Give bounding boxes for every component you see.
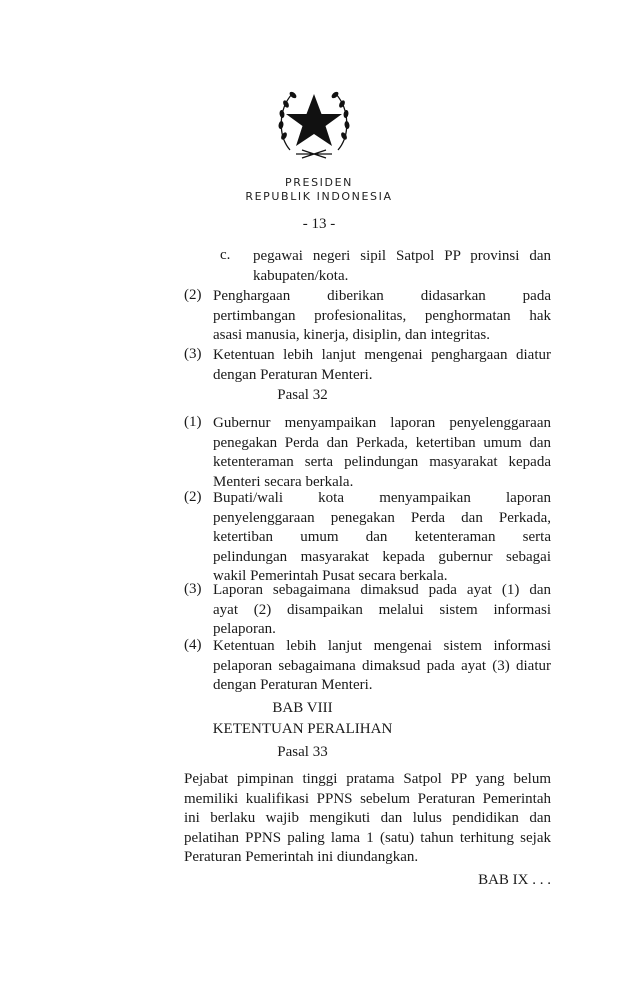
item-number: (2) (184, 489, 202, 505)
item-number: (4) (184, 637, 202, 653)
next-page-indicator: BAB IX . . . (478, 872, 551, 888)
text-line: pelatihan PPNS paling lama 1 (satu) tahun terhitung sejak (184, 829, 551, 846)
text-line: Peraturan Pemerintah ini diundangkan. (184, 849, 419, 865)
text-line: ketenteraman serta pelindungan masyarakat kepada (213, 454, 551, 470)
text-line: ini berlaku wajib mengikuti dan lulus pendidikan dan (184, 810, 551, 826)
text-line: pelaporan. (213, 621, 276, 637)
header-republik-indonesia: REPUBLIK INDONESIA (245, 190, 393, 203)
text-line: Gubernur menyampaikan laporan penyelenggaraan (213, 415, 551, 431)
text-line: pegawai negeri sipil Satpol PP provinsi dan (253, 248, 551, 264)
article-heading: Pasal 32 (277, 387, 328, 403)
item-number: (3) (184, 346, 202, 362)
text-line: pelaporan sebagaimana dimaksud pada ayat (3) diatur (213, 657, 551, 674)
header-presiden: PRESIDEN (285, 176, 353, 189)
garuda-emblem-icon (272, 80, 356, 164)
text-line: Menteri secara berkala. (213, 473, 354, 490)
text-line: wakil Pemerintah Pusat secara berkala. (213, 568, 448, 584)
text-line: asasi manusia, kinerja, disiplin, dan integritas. (213, 327, 491, 343)
page-number: - 13 - (302, 216, 336, 232)
text-line: ketertiban umum dan ketenteraman serta (213, 529, 551, 545)
text-line: penyelenggaraan penegakan Perda dan Perkada, (213, 509, 551, 526)
text-line: ayat (2) disampaikan melalui sistem informasi (213, 601, 551, 618)
text-line: Laporan sebagaimana dimaksud pada ayat (1) dan (213, 582, 551, 598)
text-line: Bupati/wali kota menyampaikan laporan (213, 490, 551, 506)
text-line: penegakan Perda dan Perkada, ketertiban umum dan (213, 434, 551, 451)
text-line: dengan Peraturan Menteri. (213, 677, 373, 693)
item-number: (2) (184, 287, 202, 303)
chapter-heading: BAB VIII (272, 700, 333, 716)
item-number: (3) (184, 581, 202, 597)
text-line: dengan Peraturan Menteri. (213, 366, 373, 383)
item-number: c. (220, 247, 231, 263)
text-line: memiliki kualifikasi PPNS sebelum Peraturan Pemerintah (184, 790, 551, 807)
text-line: Pejabat pimpinan tinggi pratama Satpol PP yang belum (184, 771, 551, 787)
text-line: Ketentuan lebih lanjut mengenai sistem informasi (213, 638, 551, 654)
item-number: (1) (184, 414, 202, 430)
text-line: Ketentuan lebih lanjut mengenai penghargaan diatur (213, 347, 551, 363)
text-line: kabupaten/kota. (253, 267, 349, 284)
text-line: Penghargaan diberikan didasarkan pada (213, 288, 551, 304)
chapter-subheading: KETENTUAN PERALIHAN (212, 721, 393, 737)
article-heading: Pasal 33 (277, 744, 328, 760)
text-line: pertimbangan profesionalitas, penghormatan hak (213, 307, 551, 324)
text-line: pelindungan masyarakat kepada gubernur sebagai (213, 548, 551, 565)
paragraph (184, 770, 551, 868)
